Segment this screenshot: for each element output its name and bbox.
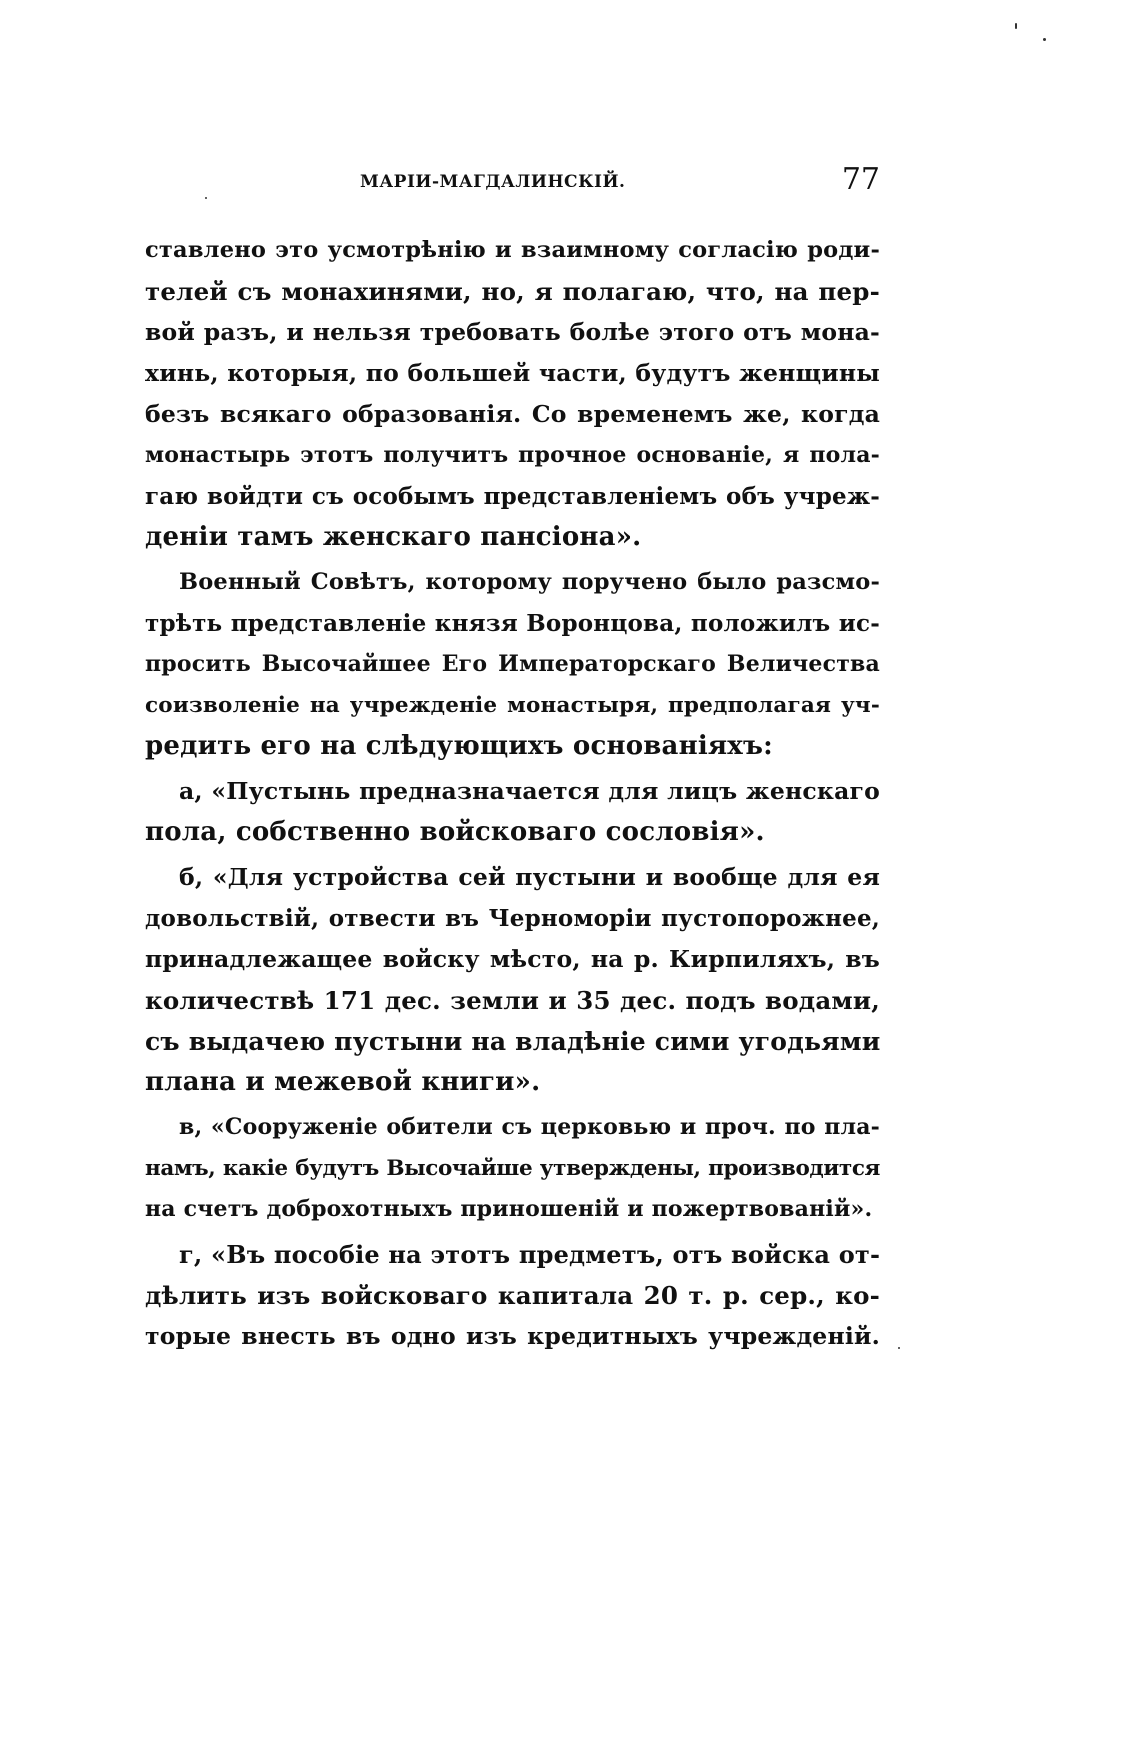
- paragraph: [145, 562, 880, 767]
- text-line: довольствій, отвести въ Черноморіи пустопорожнее,: [145, 905, 880, 932]
- paragraph: [145, 230, 880, 558]
- paragraph: [145, 857, 880, 1103]
- text-line: телей съ монахинями, но, я полагаю, что, на пер-: [145, 277, 880, 306]
- text-line: монастырь этотъ получитъ прочное основаніе, я пола-: [145, 442, 880, 468]
- text-line: соизволеніе на учрежденіе монастыря, предполагая уч-: [145, 693, 880, 718]
- text-line: пола, собственно войсковаго сословія».: [145, 817, 765, 847]
- text-line: безъ всякаго образованія. Со временемъ же, когда: [145, 400, 880, 428]
- margin-speck: [1015, 23, 1017, 29]
- running-head: МАРІИ-МАГДАЛИНСКІЙ.: [360, 172, 626, 192]
- margin-speck: [1043, 38, 1046, 41]
- text-line: трѣть представленіе князя Воронцова, положилъ ис-: [145, 610, 880, 637]
- body-text: [145, 230, 880, 1357]
- text-line: съ выдачею пустыни на владѣніе сими угодьями: [145, 1027, 881, 1056]
- paragraph: [145, 1107, 880, 1230]
- text-line: вой разъ, и нельзя требовать болѣе этого отъ мона-: [145, 318, 880, 346]
- text-line: деніи тамъ женскаго пансіона».: [145, 522, 642, 552]
- text-line: редить его на слѣдующихъ основаніяхъ:: [145, 731, 773, 761]
- text-line: а, «Пустынь предназначается для лицъ женскаго: [179, 777, 880, 805]
- text-line: намъ, какіе будутъ Высочайше утверждены, производится: [145, 1156, 880, 1181]
- text-line: в, «Сооруженіе обители съ церковью и проч. по пла-: [179, 1114, 880, 1140]
- text-line: Военный Совѣтъ, которому поручено было разсмо-: [179, 569, 880, 595]
- text-line: торые внесть въ одно изъ кредитныхъ учрежденій.: [145, 1322, 880, 1350]
- text-line: хинь, которыя, по большей части, будутъ женщины: [145, 359, 880, 387]
- text-line: принадлежащее войску мѣсто, на р. Кирпиляхъ, въ: [145, 945, 880, 973]
- text-line: г, «Въ пособіе на этотъ предметъ, отъ войска от-: [179, 1240, 881, 1269]
- text-line: ставлено это усмотрѣнію и взаимному согласію роди-: [145, 237, 880, 263]
- page-header: [145, 162, 880, 202]
- margin-speck: [898, 1347, 900, 1349]
- text-line: количествѣ 171 дес. земли и 35 дес. подъ водами,: [145, 986, 880, 1015]
- text-line: дѣлить изъ войсковаго капитала 20 т. р. сер., ко-: [145, 1281, 880, 1310]
- text-line: б, «Для устройства сей пустыни и вообще для ея: [179, 863, 880, 891]
- paragraph: [145, 771, 880, 853]
- text-line: на счетъ доброхотныхъ приношеній и пожертвованій».: [145, 1196, 873, 1222]
- text-line: плана и межевой книги».: [145, 1067, 541, 1097]
- page-number: 77: [841, 162, 880, 197]
- text-line: гаю войдти съ особымъ представленіемъ объ учреж-: [145, 483, 880, 510]
- text-line: просить Высочайшее Его Императорскаго Величества: [145, 651, 880, 677]
- paragraph: [145, 1234, 880, 1357]
